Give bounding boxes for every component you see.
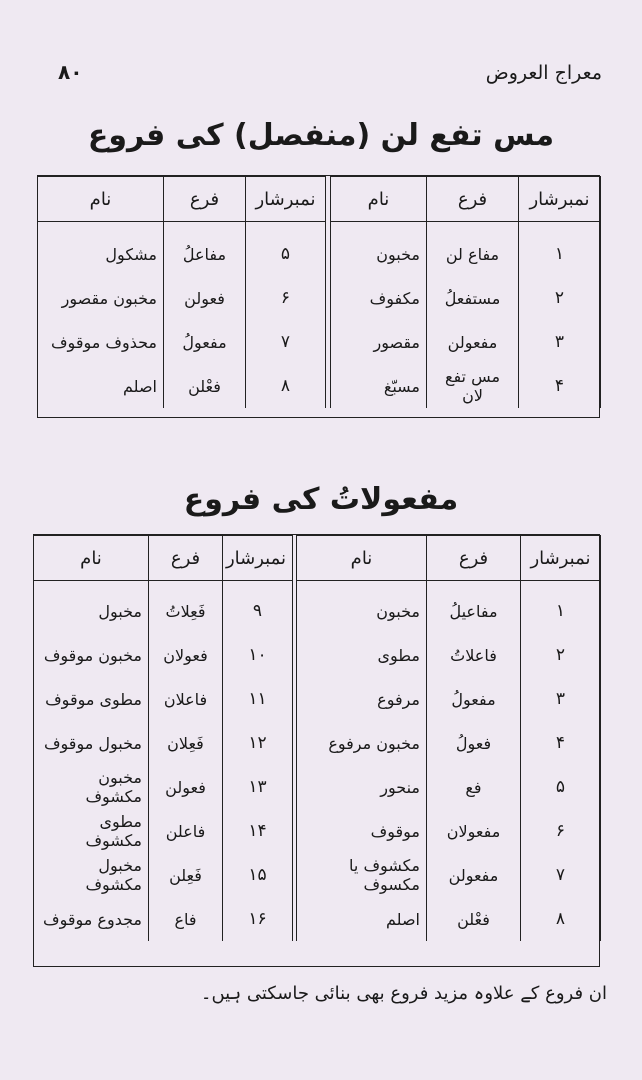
table-row [34, 853, 293, 897]
row-branch: مفعولان [427, 809, 521, 853]
table-row [38, 276, 326, 320]
row-branch: فاعلن [149, 809, 223, 853]
table-row [34, 581, 293, 634]
row-branch: مستفعلُ [427, 276, 519, 320]
table-row [34, 721, 293, 765]
row-num: ۹ [223, 581, 293, 634]
row-name: مشکول [38, 222, 164, 277]
row-branch: فع [427, 765, 521, 809]
table-row [331, 320, 601, 364]
row-num: ۶ [521, 809, 601, 853]
row-num: ۸ [246, 364, 326, 408]
header-num: نمبرشار [519, 177, 601, 222]
table-row [34, 765, 293, 809]
table-row [34, 633, 293, 677]
row-name: مخبون موقوف [34, 633, 149, 677]
row-num: ۳ [519, 320, 601, 364]
table-row [297, 809, 601, 853]
row-num: ۶ [246, 276, 326, 320]
table-2-right [296, 535, 601, 941]
row-branch: مفعولُ [427, 677, 521, 721]
row-branch: فعولُ [427, 721, 521, 765]
row-branch: مفعولُ [164, 320, 246, 364]
row-num: ۴ [519, 364, 601, 408]
row-branch: فعولان [149, 633, 223, 677]
row-name: مخبون مقصور [38, 276, 164, 320]
row-branch: فعولن [149, 765, 223, 809]
header-branch: فرع [427, 536, 521, 581]
row-name: مخبون [331, 222, 427, 277]
table-row [331, 364, 601, 408]
row-branch: فاعلاتُ [427, 633, 521, 677]
table-row [38, 222, 326, 277]
row-branch: مفاعلُ [164, 222, 246, 277]
table-1-left [37, 176, 326, 408]
row-name: مجدوع موقوف [34, 897, 149, 941]
page-number: ۸۰ [58, 60, 83, 84]
table-2-left [33, 535, 293, 941]
table-row [331, 222, 601, 277]
row-name: مکفوف [331, 276, 427, 320]
row-num: ۷ [521, 853, 601, 897]
row-name: مرفوع [297, 677, 427, 721]
row-name: مطوی موقوف [34, 677, 149, 721]
row-num: ۱ [519, 222, 601, 277]
row-num: ۲ [519, 276, 601, 320]
header-branch: فرع [149, 536, 223, 581]
row-num: ۱۴ [223, 809, 293, 853]
row-num: ۱۲ [223, 721, 293, 765]
table-row [34, 677, 293, 721]
table-row [38, 320, 326, 364]
row-name: مطوی مکشوف [34, 809, 149, 853]
header-num: نمبرشار [521, 536, 601, 581]
row-branch: مفعولن [427, 853, 521, 897]
row-branch: فعولن [164, 276, 246, 320]
table-row [297, 721, 601, 765]
row-num: ۱۰ [223, 633, 293, 677]
row-num: ۱۶ [223, 897, 293, 941]
table-row [38, 364, 326, 408]
row-num: ۱۵ [223, 853, 293, 897]
row-num: ۳ [521, 677, 601, 721]
table-row [297, 581, 601, 634]
row-name: منحور [297, 765, 427, 809]
running-header: معراج العروض [485, 62, 602, 84]
row-branch: فعْلن [164, 364, 246, 408]
footnote: ان فروع کے علاوہ مزید فروع بھی بنائی جاسکتی ہیں۔ [200, 983, 607, 1004]
header-num: نمبرشار [246, 177, 326, 222]
row-branch: فاعلان [149, 677, 223, 721]
row-name: مکشوف یا مکسوف [297, 853, 427, 897]
row-name: مطوی [297, 633, 427, 677]
table-row [34, 897, 293, 941]
row-branch: فعْلن [427, 897, 521, 941]
table-row [297, 765, 601, 809]
header-name: نام [331, 177, 427, 222]
row-name: مخبون مرفوع [297, 721, 427, 765]
section-title-2: مفعولاتُ کی فروع [183, 482, 459, 517]
row-num: ۵ [521, 765, 601, 809]
row-branch: مفاع لن [427, 222, 519, 277]
row-name: مخبول موقوف [34, 721, 149, 765]
row-num: ۷ [246, 320, 326, 364]
table-row [297, 853, 601, 897]
table-row [34, 809, 293, 853]
header-branch: فرع [164, 177, 246, 222]
row-branch: فاع [149, 897, 223, 941]
row-name: مخبول مکشوف [34, 853, 149, 897]
row-name: موقوف [297, 809, 427, 853]
table-row [297, 897, 601, 941]
table-row [297, 677, 601, 721]
row-name: اصلم [297, 897, 427, 941]
row-num: ۴ [521, 721, 601, 765]
header-branch: فرع [427, 177, 519, 222]
row-num: ۵ [246, 222, 326, 277]
table-1-right [330, 176, 601, 408]
row-num: ۱۱ [223, 677, 293, 721]
row-branch: فَعِلن [149, 853, 223, 897]
row-num: ۸ [521, 897, 601, 941]
header-name: نام [38, 177, 164, 222]
header-name: نام [297, 536, 427, 581]
row-branch: فَعِلان [149, 721, 223, 765]
row-name: اصلم [38, 364, 164, 408]
row-branch: فَعِلاتُ [149, 581, 223, 634]
row-name: مخبون مکشوف [34, 765, 149, 809]
row-branch: مس تفع لان [427, 364, 519, 408]
row-name: مقصور [331, 320, 427, 364]
row-num: ۲ [521, 633, 601, 677]
row-num: ۱ [521, 581, 601, 634]
row-num: ۱۳ [223, 765, 293, 809]
section-title-1: مس تفع لن (منفصل) کی فروع [87, 118, 555, 153]
row-name: مخبون [297, 581, 427, 634]
row-branch: مفعولن [427, 320, 519, 364]
table-row [297, 633, 601, 677]
row-name: مخبول [34, 581, 149, 634]
table-row [331, 276, 601, 320]
row-name: مسبّغ [331, 364, 427, 408]
header-name: نام [34, 536, 149, 581]
row-name: محذوف موقوف [38, 320, 164, 364]
row-branch: مفاعیلُ [427, 581, 521, 634]
header-num: نمبرشار [223, 536, 293, 581]
